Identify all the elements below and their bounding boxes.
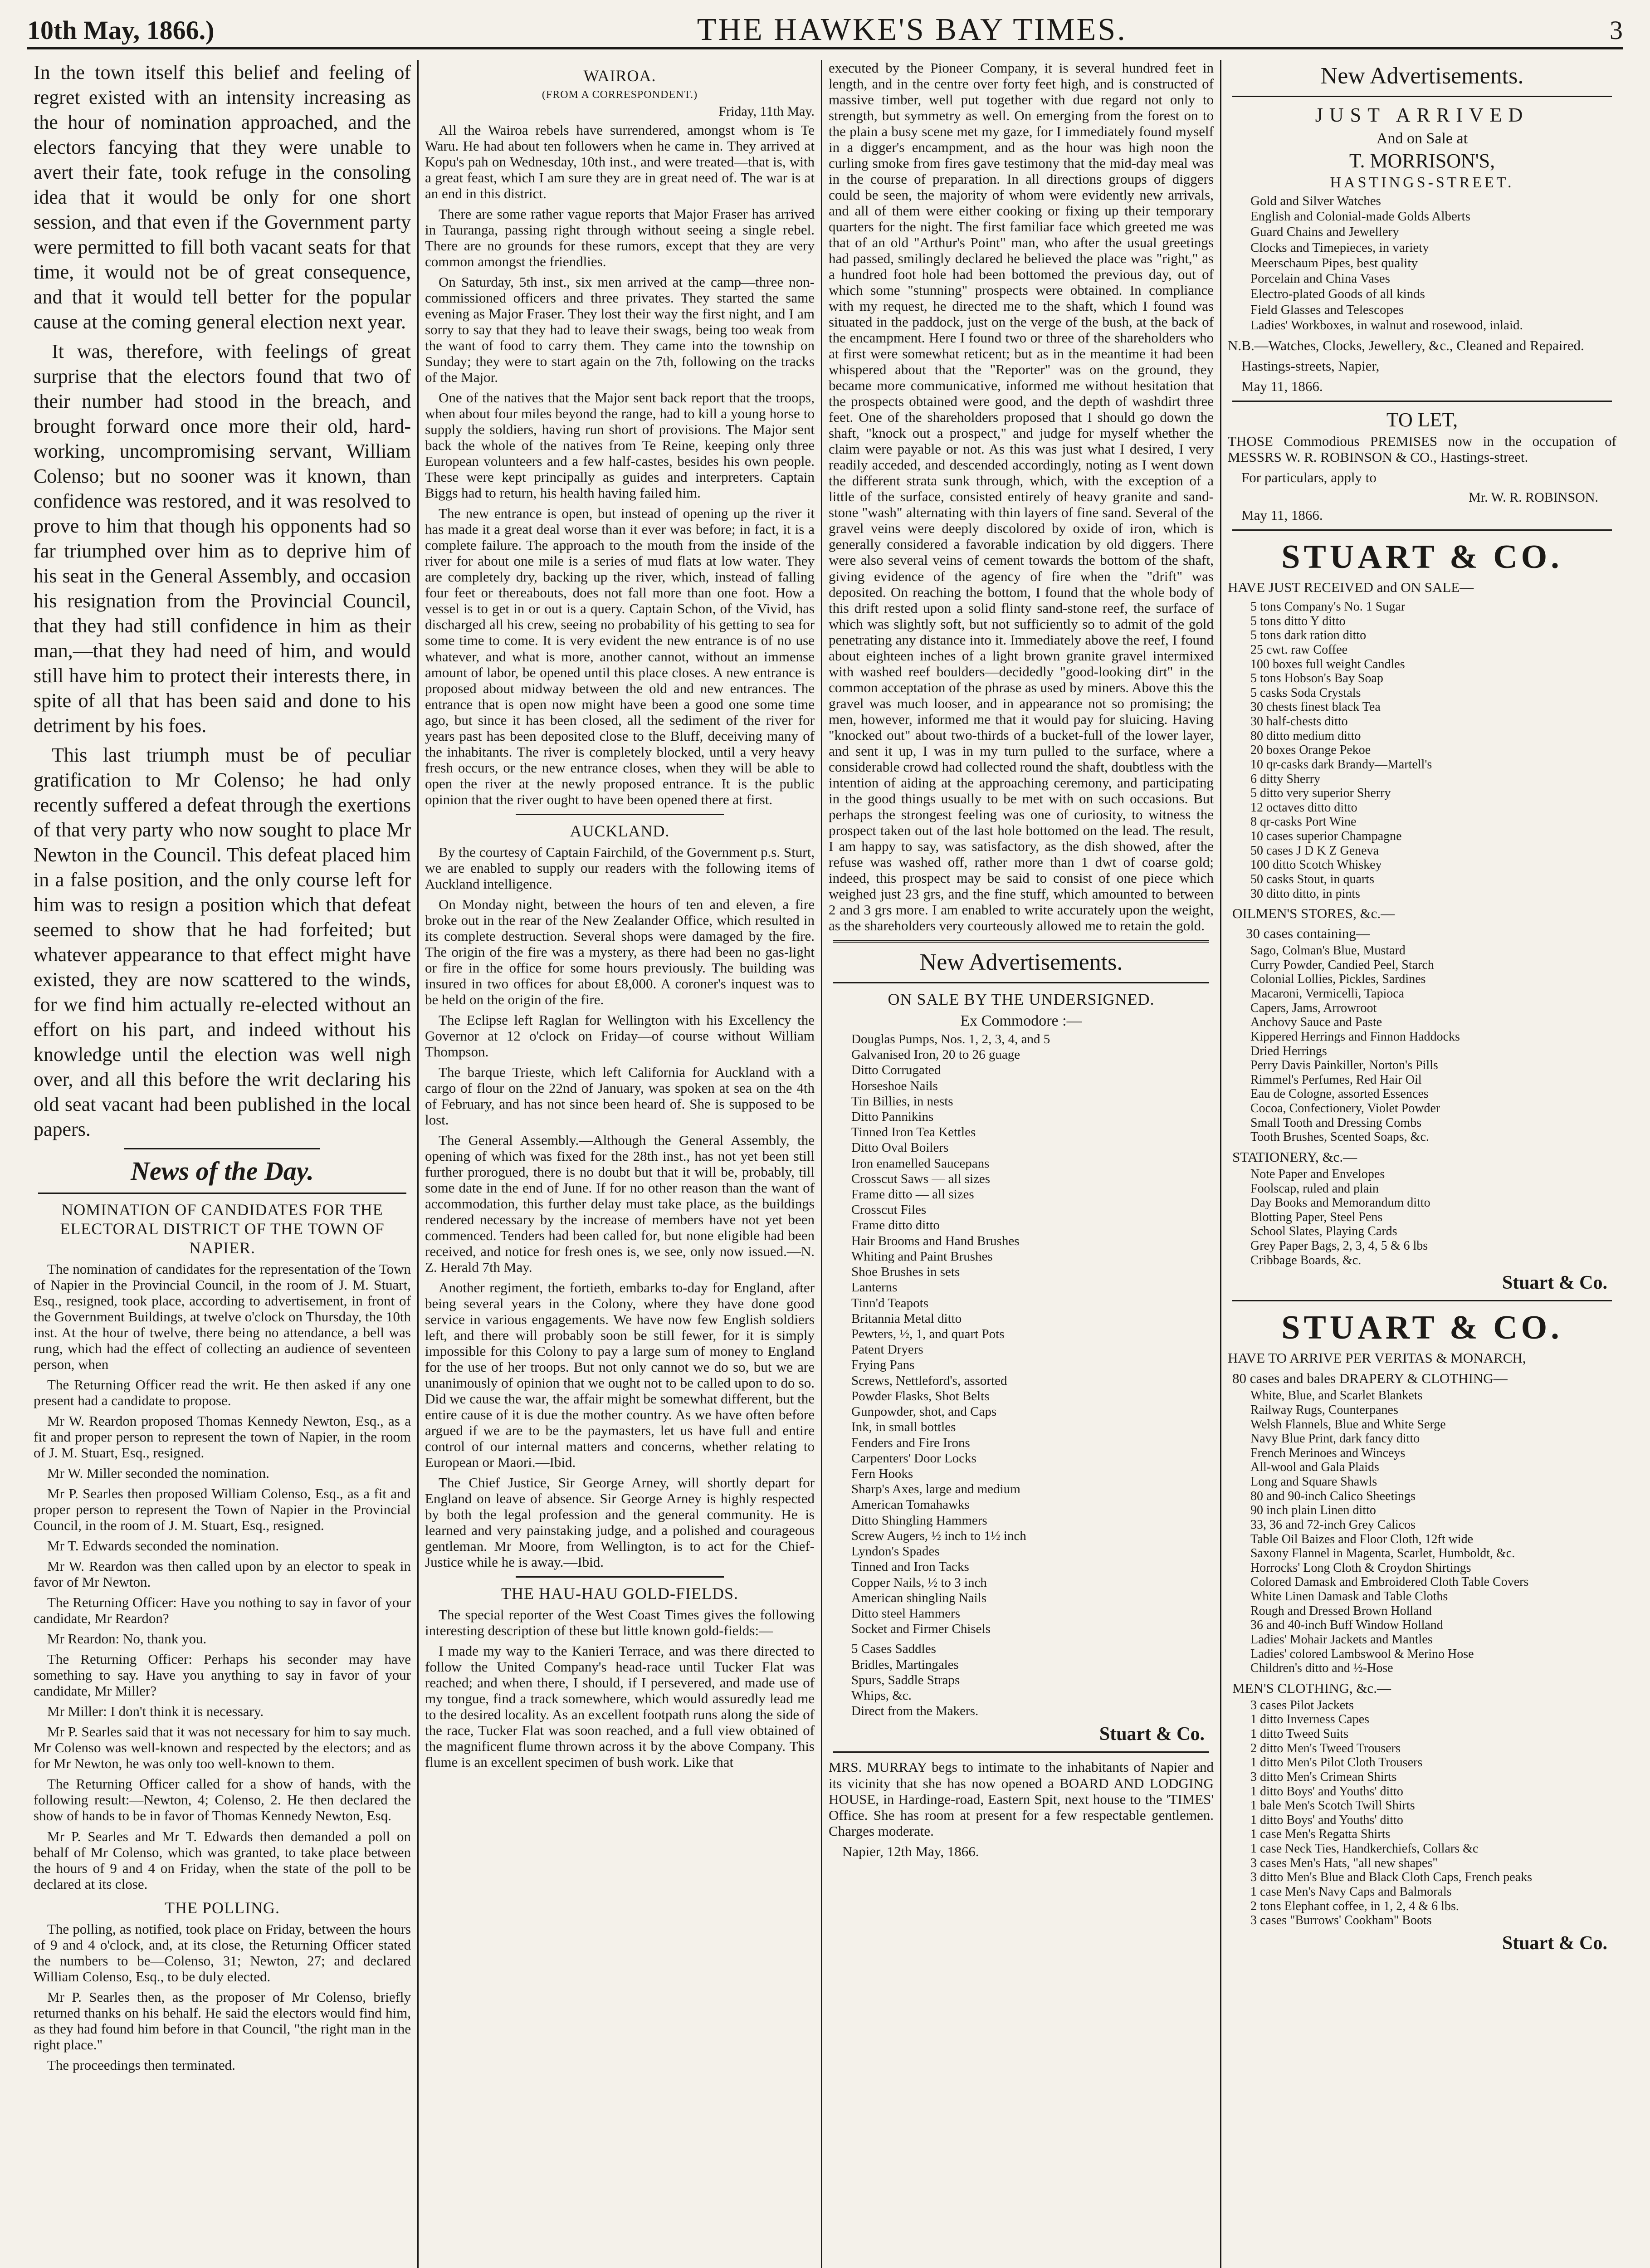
list-item: Gold and Silver Watches [1250, 194, 1381, 208]
list-item: Bridles, Martingales [851, 1657, 959, 1672]
list-item: 5 ditto very superior Sherry [1250, 786, 1391, 801]
list-item: 8 qr-casks Port Wine [1250, 815, 1357, 829]
list-item: Crosscut Files [851, 1202, 927, 1217]
list-item: Ink, in small bottles [851, 1420, 956, 1435]
divider [124, 1148, 320, 1149]
list-item: Whips, &c. [851, 1688, 912, 1703]
list-item: English and Colonial-made Golds Alberts [1250, 209, 1470, 224]
list-item: Children's ditto and ½-Hose [1250, 1661, 1393, 1676]
column-3 [821, 60, 1220, 2268]
list-item: Frame ditto ditto [851, 1218, 940, 1233]
list-item: Copper Nails, ½ to 3 inch [851, 1575, 987, 1590]
list-item: 3 cases Pilot Jackets [1250, 1698, 1354, 1712]
merchant-street: HASTINGS-STREET. [1330, 174, 1514, 191]
premises-notice: THOSE Commodious PREMISES now in the occupation of MESSRS W. R. ROBINSON & CO., Hastings-street. [1228, 433, 1616, 465]
divider [516, 814, 724, 815]
list-item: Douglas Pumps, Nos. 1, 2, 3, 4, and 5 [851, 1031, 1050, 1046]
wairoa-title: WAIROA. [583, 67, 656, 85]
list-item: Ditto Corrugated [851, 1063, 941, 1078]
list-item: Navy Blue Print, dark fancy ditto [1250, 1432, 1420, 1446]
article-paragraph: The special reporter of the West Coast Times gives the following interesting description of these but little known gold-fields:— [425, 1607, 815, 1639]
nomination-article [34, 1200, 411, 2073]
divider [38, 1193, 406, 1194]
list-item: Frame ditto — all sizes [851, 1187, 974, 1202]
list-item: Britannia Metal ditto [851, 1311, 962, 1326]
list-item: Hair Brooms and Hand Brushes [851, 1233, 1020, 1248]
stuart-logo: STUART & CO. [1281, 1309, 1563, 1347]
list-item: Socket and Firmer Chisels [851, 1622, 991, 1637]
list-item: 2 ditto Men's Tweed Trousers [1250, 1741, 1401, 1755]
sale-heading: ON SALE BY THE UNDERSIGNED. [888, 990, 1155, 1008]
wairoa-byline: (FROM A CORRESPONDENT.) [542, 89, 698, 101]
saddlery-list [829, 1641, 1214, 1719]
article-paragraph: All the Wairoa rebels have surrendered, amongst whom is Te Waru. He had about ten followers when he came in. They arrived at Kopu's pah on Wednesday, 10th inst., and were treated—that is, with a great feast, which I am sure they are in great need of. The war is at an end in this district. [425, 122, 815, 202]
list-item: Fenders and Fire Irons [851, 1435, 970, 1450]
list-item: Macaroni, Vermicelli, Tapioca [1250, 987, 1405, 1001]
list-item: Grey Paper Bags, 2, 3, 4, 5 & 6 lbs [1250, 1239, 1428, 1253]
list-item: 3 ditto Men's Blue and Black Cloth Caps, French peaks [1250, 1870, 1532, 1885]
oilmen-list [1228, 943, 1616, 1144]
list-item: Colored Damask and Embroidered Cloth Table Covers [1250, 1575, 1529, 1589]
list-item: Ladies' colored Lambswool & Merino Hose [1250, 1647, 1474, 1661]
list-item: 1 ditto Tweed Suits [1250, 1727, 1349, 1741]
article-paragraph: Mr W. Miller seconded the nomination. [47, 1465, 269, 1481]
list-item: White Linen Damask and Table Cloths [1250, 1589, 1448, 1604]
list-item: Galvanised Iron, 20 to 26 guage [851, 1047, 1020, 1062]
list-item: Tin Billies, in nests [851, 1094, 953, 1109]
list-item: Guard Chains and Jewellery [1250, 225, 1399, 240]
stationery-heading: STATIONERY, &c.— [1232, 1149, 1357, 1165]
list-item: American shingling Nails [851, 1590, 987, 1605]
list-item: School Slates, Playing Cards [1250, 1224, 1397, 1239]
list-item: 100 boxes full weight Candles [1250, 657, 1405, 671]
list-item: Rough and Dressed Brown Holland [1250, 1603, 1432, 1618]
morrison-place: Hastings-streets, Napier, [1241, 357, 1380, 374]
divider [833, 940, 1209, 943]
divider [1232, 1300, 1612, 1301]
new-advertisements-title: New Advertisements. [919, 949, 1123, 975]
article-paragraph: By the courtesy of Captain Fairchild, of the Government p.s. Sturt, we are enabled to supply our readers with the following items of Auckland intelligence. [425, 844, 815, 892]
list-item: 5 tons ditto Y ditto [1250, 614, 1346, 628]
page-number: 3 [1610, 15, 1623, 45]
list-item: 5 tons Company's No. 1 Sugar [1250, 600, 1406, 614]
list-item: Sharp's Axes, large and medium [851, 1482, 1020, 1497]
list-item: 1 ditto Inverness Capes [1250, 1712, 1370, 1727]
list-item: Tinned Iron Tea Kettles [851, 1125, 976, 1140]
news-of-the-day-heading: News of the Day. [131, 1156, 314, 1186]
apply-to: Mr. W. R. ROBINSON. [1469, 490, 1598, 505]
list-item: Patent Dryers [851, 1342, 923, 1357]
list-item: Electro-plated Goods of all kinds [1250, 287, 1425, 302]
nomination-title: NOMINATION OF CANDIDATES FOR THE ELECTORAL DISTRICT OF THE TOWN OF NAPIER. [60, 1201, 385, 1257]
repair-note: N.B.—Watches, Clocks, Jewellery, &c., Cleaned and Repaired. [1228, 337, 1584, 353]
list-item: Kippered Herrings and Finnon Haddocks [1250, 1029, 1460, 1044]
leader-paragraph: This last triumph must be of peculiar gratification to Mr Colenso; he had only recently suffered a defeat through the exertions of that very party who now sought to place Mr Newton in the Council. This defeat placed him in a false position, and the only course left for him was to resign a position which that defeat seemed to show that he had forfeited; but whatever appearance to that effect might have existed, they are now scattered to the winds, for we find him actually re-elected without an effort on his part, and indeed without his knowledge until the election was well nigh over, and all this before the writ declaring his old seat vacant had been published in the local papers. [34, 744, 411, 1140]
list-item: Powder Flasks, Shot Belts [851, 1388, 990, 1403]
list-item: Saxony Flannel in Magenta, Scarlet, Humboldt, &c. [1250, 1546, 1515, 1561]
list-item: Capers, Jams, Arrowroot [1250, 1001, 1377, 1015]
list-item: Horseshoe Nails [851, 1078, 938, 1093]
list-item: Note Paper and Envelopes [1250, 1167, 1385, 1181]
issue-date: 10th May, 1866.) [27, 15, 215, 45]
list-item: 6 ditty Sherry [1250, 772, 1320, 786]
on-sale-at: And on Sale at [1376, 130, 1468, 147]
list-item: 10 qr-casks dark Brandy—Martell's [1250, 757, 1432, 772]
article-paragraph: One of the natives that the Major sent back report that the troops, when about four miles beyond the range, had to kill a young horse to supply the soldiers, having run short of provisions. The Major sent back the whole of the natives from Te Reine, keeping only three European volunteers and a few half-castes, besides his own people. These were kept principally as guides and interpreters. Captain Biggs had to return, his health having failed him. [425, 390, 815, 501]
to-arrive-line: HAVE TO ARRIVE PER VERITAS & MONARCH, [1228, 1350, 1526, 1366]
firm-signature: Stuart & Co. [1502, 1272, 1607, 1294]
drapery-lead: 80 cases and bales DRAPERY & CLOTHING— [1232, 1370, 1508, 1387]
clothing-heading: MEN'S CLOTHING, &c.— [1232, 1680, 1391, 1696]
list-item: All-wool and Gala Plaids [1250, 1460, 1379, 1475]
list-item: 10 cases superior Champagne [1250, 829, 1402, 844]
article-paragraph: The proceedings then terminated. [47, 2057, 235, 2073]
firm-signature: Stuart & Co. [1502, 1932, 1607, 1954]
divider [1232, 529, 1612, 531]
list-item: Blotting Paper, Steel Pens [1250, 1210, 1383, 1224]
list-item: Spurs, Saddle Straps [851, 1672, 960, 1687]
list-item: Pewters, ½, 1, and quart Pots [851, 1327, 1005, 1342]
article-paragraph: The polling, as notified, took place on Friday, between the hours of 9 and 4 o'clock, and, at its close, the Returning Officer stated the numbers to be—Colenso, 31; Newton, 27; and declared William Colenso, Esq., to be duly elected. [34, 1921, 411, 1984]
stationery-list [1228, 1167, 1616, 1267]
list-item: 30 chests finest black Tea [1250, 700, 1381, 714]
list-item: Railway Rugs, Counterpanes [1250, 1403, 1398, 1417]
grocery-list [1228, 600, 1616, 901]
list-item: Frying Pans [851, 1358, 915, 1373]
list-item: Cocoa, Confectionery, Violet Powder [1250, 1101, 1440, 1116]
article-continuation: executed by the Pioneer Company, it is several hundred feet in length, and in the centre over forty feet high, and is constructed of massive timber, well put together with due regard not only to strength, but symmetry as well. On emerging from the forest on to the plain a busy scene met my gaze, for I immediately found myself in a digger's encampment, and as the hour was high noon the curling smoke from fires gave testimony that the mid-day meal was in the course of preparation. In all directions groups of diggers could be seen, the majority of whom were evidently new arrivals, and all of them were either cooking or fixing up their temporary quarters for the night. The first familiar face which greeted me was that of an old "Arthur's Point" man, who after the usual greetings had passed, smilingly declared he believed the place was "right," as a hundred foot hole had been bottomed the previous day, out of which some "stunning" prospects were obtained. In compliance with my request, he directed me to the shaft, which I found was situated in the paddock, just on the verge of the bush, at the back of the encampment. Here I found two or three of the shareholders who at first were somewhat reticent; but as in the meantime it had been whispered about that the "Reporter" was on the ground, they became more communicative, informed me without hesitation that the prospects obtained were good, and the depth of washdirt three feet. One of the shareholders proposed that I should go down the shaft, "knock out a prospect," and judge for myself whether the claim were payable or not. As this was just what I desired, I very readily acceded, and descended accordingly, noting as I went down the different strata sunk through, which, with the exception of a little of the surface, consisted entirely of heavy granite and sand-stone "wash" alternating with thin layers of fine sand. Several of the gravel veins were deeply discolored by oxide of iron, which is generally considered a favorable indication by old diggers. There were also several veins of cement towards the bottom of the shaft, giving evidence of the agency of fire when the "drift" was deposited. On reaching the bottom, I found that the whole body of this drift rested upon a solid flinty sand-stone reef, the surface of which was slightly soft, but not sufficiently so to admit of the gold penetrating any distance into it. Immediately above the reef, I found about eighteen inches of a light brown granite gravel intermixed with washed reef boulders—decidedly "good-looking dirt" in the common acceptation of the phrase as used by miners. Above this the gravel was much looser, and in appearance not so promising; the men, however, informed me that it would pay for sluicing. Having "knocked out" about two-thirds of a bucket-full of the lower layer, and sent it up, I was in my turn pulled to the surface, where a considerable crowd had collected round the shaft, doubtless with the intention of aiding at the approaching ceremony, and participating in the good things usually to be met with on such occasions. But perhaps the strongest feeling was one of curiosity, to witness the prospect taken out of the last hole bottomed on the lead. The result, I am happy to say, was satisfactory, as the dish showed, after the refuse was washed off, rather more than 1 dwt of coarse gold; indeed, this prospect may be said to consist of one piece which weighed just 23 grs, and the fine stuff, which amounted to between 2 and 3 grs more. I am enabled to write accurately upon the weight, as the shareholders very courteously allowed me to retain the gold. [829, 60, 1214, 934]
article-paragraph: Mr T. Edwards seconded the nomination. [47, 1538, 279, 1554]
divider [516, 1576, 724, 1578]
list-item: Eau de Cologne, assorted Essences [1250, 1087, 1429, 1101]
list-item: 1 case Men's Regatta Shirts [1250, 1827, 1391, 1842]
list-item: 80 ditto medium ditto [1250, 728, 1361, 743]
article-paragraph: The nomination of candidates for the representation of the Town of Napier in the Provincial Council, in the room of J. M. Stuart, Esq., resigned, took place, according to advertisement, in front of the Government Buildings, at twelve o'clock on Thursday, the 10th inst. At the hour of twelve, there being no attendance, a bell was rung, which had the effect of collecting an audience of seventeen person, when [34, 1261, 411, 1373]
article-paragraph: The Returning Officer read the writ. He then asked if any one present had a candidate to propose. [34, 1377, 411, 1409]
leader-article [34, 60, 411, 1142]
column-2 [417, 60, 821, 2268]
list-item: 5 Cases Saddles [851, 1642, 936, 1657]
article-paragraph: The Chief Justice, Sir George Arney, will shortly depart for England on leave of absence. Sir George Arney is highly respected by both the legal profession and the general community. He is learned and very painstaking judge, and a polished and courageous gentleman. Mr Moore, from Wellington, is to act for the Chief-Justice while he is away.—Ibid. [425, 1475, 815, 1570]
clothing-list [1228, 1698, 1616, 1928]
list-item: Tinn'd Teapots [851, 1295, 928, 1310]
list-item: Ditto Pannikins [851, 1109, 934, 1124]
new-advertisements-title: New Advertisements. [1320, 63, 1524, 89]
list-item: American Tomahawks [851, 1497, 970, 1512]
polling-title: THE POLLING. [165, 1898, 280, 1917]
list-item: Ditto Shingling Hammers [851, 1513, 987, 1528]
list-item: 30 half-chests ditto [1250, 714, 1348, 729]
article-paragraph: The Eclipse left Raglan for Wellington with his Excellency the Governor at 12 o'clock on Friday—of course without William Thompson. [425, 1012, 815, 1060]
murray-advert: MRS. MURRAY begs to intimate to the inhabitants of Napier and its vicinity that she has now opened a BOARD AND LODGING HOUSE, in Hardinge-road, Eastern Spit, next house to the 'TIMES' Office. She has room at present for a few respectable gentlemen. Charges moderate. [829, 1759, 1214, 1839]
list-item: Fern Hooks [851, 1466, 913, 1481]
list-item: Rimmel's Perfumes, Red Hair Oil [1250, 1072, 1422, 1087]
list-item: 1 ditto Boys' and Youths' ditto [1250, 1784, 1403, 1799]
article-paragraph: The Returning Officer called for a show of hands, with the following result:—Newton, 4; Colenso, 2. He then declared the show of hands to be in favor of Thomas Kennedy Newton, Esq. [34, 1776, 411, 1824]
drapery-list [1228, 1388, 1616, 1676]
list-item: 50 casks Stout, in quarts [1250, 872, 1374, 886]
article-paragraph: The barque Trieste, which left California for Auckland with a cargo of flour on the 22nd of January, was spoken at sea on the 4th of February, and has not since been heard of. She is supposed to be lost. [425, 1064, 815, 1128]
list-item: Curry Powder, Candied Peel, Starch [1250, 958, 1434, 972]
list-item: Ladies' Workboxes, in walnut and rosewood, inlaid. [1250, 318, 1523, 332]
list-item: 25 cwt. raw Coffee [1250, 642, 1348, 657]
list-item: White, Blue, and Scarlet Blankets [1250, 1388, 1423, 1403]
list-item: 5 casks Soda Crystals [1250, 685, 1361, 700]
list-item: Clocks and Timepieces, in variety [1250, 240, 1429, 255]
list-item: Ditto Oval Boilers [851, 1140, 949, 1155]
article-paragraph: Mr Miller: I don't think it is necessary. [47, 1703, 264, 1720]
let-date: May 11, 1866. [1241, 507, 1323, 523]
list-item: 5 tons Hobson's Bay Soap [1250, 671, 1383, 686]
list-item: 50 cases J D K Z Geneva [1250, 843, 1379, 858]
ex-commodore-line: Ex Commodore :— [960, 1012, 1082, 1029]
to-let-heading: TO LET, [1386, 409, 1458, 431]
list-item: Horrocks' Long Cloth & Croydon Shirtings [1250, 1560, 1471, 1575]
hardware-list [829, 1031, 1214, 1637]
list-item: Whiting and Paint Brushes [851, 1249, 993, 1264]
list-item: Ladies' Mohair Jackets and Mantles [1250, 1632, 1433, 1647]
list-item: Lanterns [851, 1280, 898, 1295]
watch-goods-list [1228, 193, 1616, 333]
list-item: 1 ditto Men's Pilot Cloth Trousers [1250, 1755, 1423, 1770]
list-item: Anchovy Sauce and Paste [1250, 1015, 1382, 1030]
list-item: 1 case Neck Ties, Handkerchiefs, Collars &c [1250, 1842, 1479, 1856]
oilmen-lead: 30 cases containing— [1246, 925, 1370, 942]
article-paragraph: There are some rather vague reports that Major Fraser has arrived in Tauranga, passing right through without seeing a single rebel. There are no grounds for these rumors, except that they are very common amongst the friendlies. [425, 206, 815, 270]
list-item: Table Oil Baizes and Floor Cloth, 12ft wide [1250, 1532, 1474, 1546]
list-item: 1 case Men's Navy Caps and Balmorals [1250, 1884, 1452, 1899]
list-item: 3 cases Men's Hats, "all new shapes" [1250, 1856, 1438, 1870]
apply-line: For particulars, apply to [1241, 469, 1377, 486]
article-paragraph: Mr P. Searles said that it was not necessary for him to say much. Mr Colenso was well-known and respected by the electors; and as for Mr Newton, he was only too well-known to them. [34, 1724, 411, 1772]
list-item: Day Books and Memorandum ditto [1250, 1196, 1430, 1210]
newspaper-title: THE HAWKE'S BAY TIMES. [697, 12, 1127, 47]
article-paragraph: The General Assembly.—Although the General Assembly, the opening of which was fixed for the 28th inst., has not yet been still further prorogued, there is no doubt but that it will be, probably, till some date in the end of June. If for no other reason than the want of accommodation, this further delay must take place, as the buildings rendered necessary by the increase of members have not yet been commenced. Tenders had been called for, but none eligible had been received, and notice for fresh ones is, we see, only now issued.—N. Z. Herald 7th May. [425, 1132, 815, 1276]
list-item: 33, 36 and 72-inch Grey Calicos [1250, 1517, 1416, 1532]
article-paragraph: Another regiment, the fortieth, embarks to-day for England, after being several years in the Colony, where they have done good service in various engagements. We have now few English soldiers left, and there will probably soon be still fewer, for it is simply impossible for this Colony to pay a large sum of money to England for the use of her troops. But not only cannot we do so, but we are unanimously of opinion that we ought not to be called upon to do so. Did we cause the war, the affair might be somewhat different, but the entire cause of it is due the mother country. As we have often before argued if we are to be the paymasters, let us have full and entire control of our internal matters and concerns, whether relating to European or Maori.—Ibid. [425, 1280, 815, 1471]
list-item: Ditto steel Hammers [851, 1606, 961, 1621]
list-item: Screws, Nettleford's, assorted [851, 1373, 1007, 1388]
leader-paragraph: It was, therefore, with feelings of great surprise that the electors found that two of their number had stood in the breach, and brought forward once more their old, hard-working, uncompromising servant, William Colenso; but no sooner was it known, than confidence was restored, and it was resolved to prove to him that though his opponents had so far triumphed over him as to deprive him of his seat in the General Assembly, and occasion his resignation from the Provincial Council, that they had still confidence in him as their man,—that they had need of him, and would still have him to protect their interests there, in spite of all that has been said and done to his detriment by his foes. [34, 340, 411, 737]
list-item: Meerschaum Pipes, best quality [1250, 255, 1418, 270]
article-paragraph: I made my way to the Kanieri Terrace, and was there directed to follow the United Company's head-race until Tucker Flat was reached; and when there, I should, if I persevered, and made use of my tongue, find a track somewhere, which would assuredly lead me to the desired locality. As an excellent footpath runs along the side of the race, Tucker Flat was soon reached, and a full view obtained of the magnificent flume thrown across it by the above Company. This flume is an excellent specimen of bush work. Like that [425, 1643, 815, 1770]
list-item: Iron enamelled Saucepans [851, 1156, 990, 1171]
divider [833, 1751, 1209, 1753]
list-item: 20 boxes Orange Pekoe [1250, 743, 1371, 758]
column-1 [27, 60, 417, 2268]
auckland-title: AUCKLAND. [570, 821, 670, 840]
list-item: Foolscap, ruled and plain [1250, 1181, 1379, 1196]
list-item: Sago, Colman's Blue, Mustard [1250, 943, 1406, 958]
list-item: Carpenters' Door Locks [851, 1451, 976, 1466]
oilmen-heading: OILMEN'S STORES, &c.— [1232, 905, 1395, 922]
list-item: 2 tons Elephant coffee, in 1, 2, 4 & 6 lbs. [1250, 1899, 1459, 1913]
list-item: Screw Augers, ½ inch to 1½ inch [851, 1528, 1026, 1543]
list-item: Dried Herrings [1250, 1044, 1327, 1058]
masthead [27, 13, 1623, 49]
merchant-name: T. MORRISON'S, [1349, 150, 1495, 172]
list-item: Lyndon's Spades [851, 1544, 940, 1559]
article-paragraph: Mr W. Reardon proposed Thomas Kennedy Newton, Esq., as a fit and proper person to represent the town of Napier, in the room of J. M. Stuart, Esq., resigned. [34, 1413, 411, 1461]
list-item: Shoe Brushes in sets [851, 1265, 960, 1280]
article-paragraph: Mr Reardon: No, thank you. [47, 1631, 207, 1647]
article-paragraph: On Monday night, between the hours of ten and eleven, a fire broke out in the rear of the New Zealander Office, which resulted in its complete destruction. Several shops were damaged by the fire. The origin of the fire was a mystery, as there had been no gas-light or fire in the office for some hours previously. The building was insured in two offices for about £8,000. A coroner's inquest was to be held on the origin of the fire. [425, 896, 815, 1007]
list-item: 1 ditto Boys' and Youths' ditto [1250, 1813, 1403, 1827]
list-item: Cribbage Boards, &c. [1250, 1253, 1362, 1267]
list-item: 30 ditto ditto, in pints [1250, 886, 1360, 901]
list-item: Gunpowder, shot, and Caps [851, 1404, 997, 1419]
list-item: Tooth Brushes, Scented Soaps, &c. [1250, 1130, 1429, 1144]
divider [1232, 401, 1612, 402]
list-item: 5 tons dark ration ditto [1250, 628, 1367, 643]
list-item: 3 cases "Burrows' Cookham" Boots [1250, 1913, 1432, 1928]
article-paragraph: Mr P. Searles then proposed William Colenso, Esq., as a fit and proper person to represent the Town of Napier in the Provincial Council, in the room of J. M. Stuart, Esq., resigned. [34, 1486, 411, 1534]
list-item: 3 ditto Men's Crimean Shirts [1250, 1769, 1397, 1784]
murray-advert-date: Napier, 12th May, 1866. [842, 1843, 979, 1859]
list-item: 80 and 90-inch Calico Sheetings [1250, 1489, 1416, 1503]
list-item: Direct from the Makers. [851, 1704, 979, 1719]
article-paragraph: The new entrance is open, but instead of opening up the river it has made it a great deal worse than it ever was before; in fact, it is a complete failure. The approach to the mouth from the inside of the river for about one mile is a series of mud flats at low water. They are completely dry, backing up the river, which, instead of falling four feet or thereabouts, does not fall more than one foot. How a vessel is to get in or out is a query. Captain Schon, of the Vivid, has discharged all his crew, seeing no probability of his getting to sea for some time to come. It is very evident the new entrance is of no use whatever, and what is more, another cannot, without an immense amount of labor, be opened until this place closes. A new entrance is proposed about midway between the old and new entrances. The entrance that is open now might have been a good one some time ago, but since it has been closed, all the sediment of the river for years past has been deposited close to the Bluff, deceiving many of the inhabitants. The river is completely blocked, until a very heavy fresh occurs, or the new entrance closes, when they will be able to open the river at the newly proposed entrance. It is the public opinion that the river ought to have been opened there at first. [425, 505, 815, 807]
column-4 [1220, 60, 1623, 2268]
list-item: Porcelain and China Vases [1250, 271, 1390, 286]
list-item: Perry Davis Painkiller, Norton's Pills [1250, 1058, 1438, 1073]
list-item: Small Tooth and Dressing Combs [1250, 1115, 1422, 1130]
article-paragraph: On Saturday, 5th inst., six men arrived at the camp—three non-commissioned officers and three privates. They started the same evening as Major Fraser. They lost their way the first night, and I am sorry to say that they had to leave their swags, being too weak from the want of food to carry them. They came into the township on Sunday; they were to start again on the 7th, following on the tracks of the Major. [425, 274, 815, 386]
list-item: French Merinoes and Winceys [1250, 1446, 1406, 1460]
list-item: 12 octaves ditto ditto [1250, 800, 1357, 815]
list-item: Field Glasses and Telescopes [1250, 302, 1404, 317]
divider [1232, 96, 1612, 97]
list-item: 1 bale Men's Scotch Twill Shirts [1250, 1799, 1415, 1813]
article-paragraph: Mr P. Searles then, as the proposer of Mr Colenso, briefly returned thanks on his behalf. He said the electors would find him, as they had found him before in that Council, "the right man in the right place." [34, 1989, 411, 2053]
list-item: Welsh Flannels, Blue and White Serge [1250, 1417, 1446, 1432]
list-item: 90 inch plain Linen ditto [1250, 1503, 1376, 1518]
divider [833, 982, 1209, 983]
gold-fields-title: THE HAU-HAU GOLD-FIELDS. [501, 1584, 738, 1603]
list-item: Colonial Lollies, Pickles, Sardines [1250, 972, 1426, 987]
just-arrived-heading: JUST ARRIVED [1315, 104, 1529, 126]
firm-signature: Stuart & Co. [1099, 1724, 1205, 1745]
article-paragraph: Mr P. Searles and Mr T. Edwards then demanded a poll on behalf of Mr Colenso, which was granted, to take place between the hours of 9 and 4 on Friday, when the state of the poll to be declared at its close. [34, 1828, 411, 1892]
list-item: 36 and 40-inch Buff Window Holland [1250, 1618, 1443, 1633]
stuart-logo: STUART & CO. [1281, 538, 1563, 576]
list-item: Crosscut Saws — all sizes [851, 1171, 991, 1186]
leader-paragraph: In the town itself this belief and feeling of regret existed with an intensity increasing as the hour of nomination approached, and the electors fancying that they were unable to avert their fate, took refuge in the consoling idea that it would be only for one short session, and that even if the Government party were permitted to fill both vacant seats for that time, it would not be of great consequence, and that it would tell better for the popular cause at the coming general election next year. [34, 61, 411, 333]
article-paragraph: The Returning Officer: Have you nothing to say in favor of your candidate, Mr Reardon? [34, 1594, 411, 1627]
list-item: Tinned and Iron Tacks [851, 1559, 969, 1574]
wairoa-dateline: Friday, 11th May. [718, 104, 815, 119]
just-received-line: HAVE JUST RECEIVED and ON SALE— [1228, 579, 1474, 596]
list-item: Long and Square Shawls [1250, 1475, 1377, 1489]
list-item: 100 ditto Scotch Whiskey [1250, 858, 1382, 872]
article-paragraph: Mr W. Reardon was then called upon by an elector to speak in favor of Mr Newton. [34, 1558, 411, 1590]
article-paragraph: The Returning Officer: Perhaps his seconder may have something to say. Have you anything to say in favor of your candidate, Mr Miller? [34, 1651, 411, 1699]
morrison-date: May 11, 1866. [1241, 378, 1323, 394]
